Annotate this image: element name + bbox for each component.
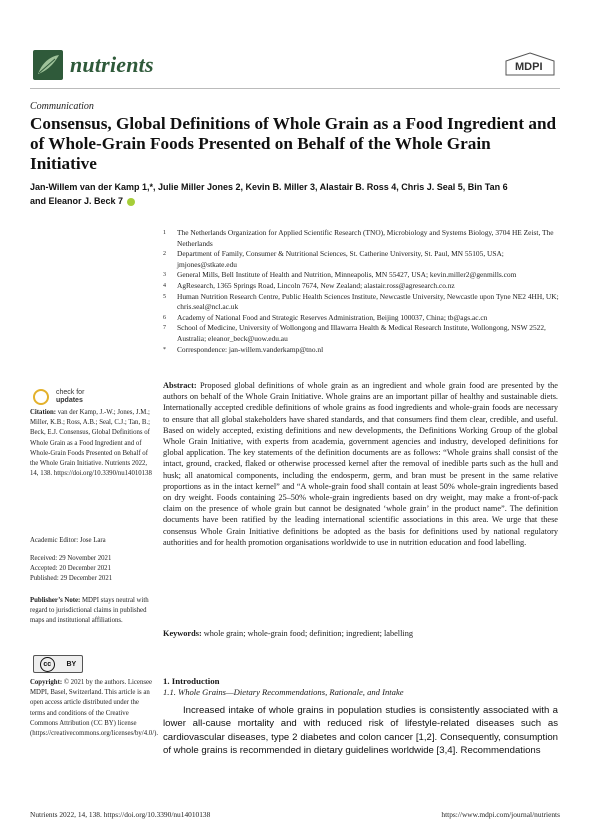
- affiliation-number: 6: [163, 314, 166, 321]
- publisher-name: MDPI: [515, 61, 543, 73]
- dates: [30, 554, 155, 585]
- section-introduction: [163, 676, 558, 698]
- affiliations: [163, 228, 563, 355]
- keywords: [163, 628, 558, 639]
- affiliation-number: 2: [163, 251, 166, 258]
- journal-name: nutrients: [70, 52, 154, 77]
- publisher-note-label: Publisher’s Note:: [30, 597, 81, 604]
- cc-by-license-badge[interactable]: [33, 655, 83, 673]
- affiliation-item: [163, 345, 563, 356]
- keywords-label: Keywords:: [163, 629, 202, 638]
- affiliation-item: [163, 249, 563, 270]
- affiliation-item: [163, 270, 563, 281]
- affiliation-text: School of Medicine, University of Wollongong and Illawarra Health & Medical Research Institute, Wollongong, NSW 2522, Australia; eleanor_beck@uow.edu.au: [177, 323, 546, 343]
- abstract: [163, 380, 558, 548]
- affiliation-item: [163, 323, 563, 344]
- header-divider: [30, 88, 560, 89]
- copyright-text: © 2021 by the authors. Licensee MDPI, Basel, Switzerland. This article is an open access article distributed under the terms and conditions of the Creative Commons Attribution (CC BY) license (https://creativecommons.org/licenses/by/4.0/).: [30, 679, 159, 738]
- intro-heading: 1. Introduction: [163, 676, 220, 686]
- mdpi-logo: [505, 52, 555, 76]
- authors-line-1: Jan-Willem van der Kamp 1,*, Julie Miller Jones 2, Kevin B. Miller 3, Alastair B. Ross 4, Chris J. Seal 5, Bin Tan 6: [30, 182, 508, 192]
- affiliation-item: [163, 281, 563, 292]
- check-for-updates-badge[interactable]: [33, 388, 84, 406]
- affiliation-text: AgResearch, 1365 Springs Road, Lincoln 7674, New Zealand; alastair.ross@agresearch.co.nz: [177, 280, 455, 290]
- affiliation-text: Academy of National Food and Strategic Reserves Administration, Beijing 100037, China; tb@ags.ac.cn: [177, 312, 488, 322]
- affiliation-text: Human Nutrition Research Centre, Public Health Sciences Institute, Newcastle University, Newcastle upon Tyne NE2 4HH, UK; chris.seal@ncl.ac.uk: [177, 291, 559, 312]
- by-icon: BY: [66, 660, 77, 668]
- accepted-date: Accepted: 20 December 2021: [30, 565, 111, 573]
- intro-subheading: 1.1. Whole Grains—Dietary Recommendations, Rationale, and Intake: [163, 687, 404, 698]
- cc-icon: cc: [40, 657, 55, 672]
- copyright-label: Copyright:: [30, 679, 63, 686]
- affiliation-number: 3: [163, 272, 166, 279]
- affiliation-item: [163, 292, 563, 313]
- check-updates-line2: updates: [56, 397, 83, 405]
- publisher-note-text: MDPI stays neutral with regard to jurisdictional claims in published maps and institutional affiliations.: [30, 597, 149, 625]
- affiliation-item: [163, 228, 563, 249]
- footer-journal-url[interactable]: https://www.mdpi.com/journal/nutrients: [441, 810, 560, 819]
- journal-logo-icon: [33, 50, 63, 80]
- affiliation-number: 4: [163, 282, 166, 289]
- footer-citation[interactable]: Nutrients 2022, 14, 138. https://doi.org/10.3390/nu14010138: [30, 810, 211, 819]
- intro-paragraph: Increased intake of whole grains in population studies is consistently associated with a lower all-cause mortality and with reduced risk of lifestyle-related diseases such as cardiovascular diseases, type 2 diabetes and colon cancer [1,2]. Consequently, consumption of whole grains is recommended in dietary guidelines worldwide [3,4]. Recommendations: [163, 705, 558, 757]
- abstract-text: Proposed global definitions of whole grain as an ingredient and whole grain food are presented by the authors on behalf of the Whole Grain Initiative. Whole grains are an important pillar of healthy and sustainable diets. Internationally accepted credible definitions of whole grains as food ingredients and whole-grain foods are necessary to ensure that all global stakeholders have shared standards, and that consumers find them clear, credible, and useful. Based on widely accepted, existing definitions and new developments, the Definitions Working Group of the global Whole Grain Initiative, with experts from academia, government agencies and industry, developed definitions for global application. The key statements of the definition documents are as follows: “Whole grains shall consist of the intact, ground, cracked, flaked or otherwise processed kernel after the removal of inedible parts such as the hull and husk; all anatomical components, including the endosperm, germ, and bran must be present in the same relative proportions as in the intact kernel” and “A whole-grain food shall contain at least 50% whole-grain ingredients based on dry weight. Foods containing 25–50% whole-grain ingredients based on dry weight, may make a front-of-pack claim on the presence of whole grain but cannot be designated ‘whole grain’ in the product name”. The definition documents have been ratified by the leading international scientific associations in this area. We urge that these consensus Whole Grain Initiative definitions be adopted as the basis for definitions used by national regulatory authorities and for health promotion organisations worldwide to use in nutrition education and food labelling.: [163, 381, 558, 547]
- abstract-label: Abstract:: [163, 381, 197, 390]
- orcid-icon[interactable]: [127, 198, 135, 206]
- check-updates-icon: [33, 389, 49, 405]
- copyright-block: [30, 678, 159, 739]
- affiliation-item: [163, 313, 563, 324]
- citation-label: Citation:: [30, 409, 57, 416]
- affiliation-number: 7: [163, 325, 166, 332]
- affiliation-number: *: [163, 346, 166, 353]
- citation-block: [30, 408, 155, 479]
- citation-text: van der Kamp, J.-W.; Jones, J.M.; Miller, K.B.; Ross, A.B.; Seal, C.J.; Tan, B.; Beck, E.J. Consensus, Global Definitions of Whole Grain as a Food Ingredient and of Whole-Grain Foods Presented on Behalf of the Whole Grain Initiative. Nutrients 2022, 14, 138. https://doi.org/10.3390/nu14010138: [30, 409, 152, 478]
- article-title: Consensus, Global Definitions of Whole Grain as a Food Ingredient and of Whole-Grain Foods Presented on Behalf of the Whole Grain Initiative: [30, 114, 557, 173]
- author-list: [30, 180, 570, 208]
- affiliation-text: General Mills, Bell Institute of Health and Nutrition, Minneapolis, MN 55427, USA; kevin.miller2@genmills.com: [177, 270, 517, 280]
- received-date: Received: 29 November 2021: [30, 555, 112, 562]
- authors-line-2: and Eleanor J. Beck 7: [30, 196, 124, 206]
- affiliation-number: 5: [163, 293, 166, 300]
- academic-editor: Academic Editor: Jose Lara: [30, 537, 106, 544]
- publisher-note: [30, 596, 155, 627]
- affiliation-number: 1: [163, 230, 166, 236]
- affiliation-text: Correspondence: jan-willem.vanderkamp@tno.nl: [177, 344, 324, 354]
- check-updates-line1: check for: [56, 389, 85, 397]
- affiliation-text: Department of Family, Consumer & Nutritional Sciences, St. Catherine University, St. Paul, MN 55105, USA; jmjones@stkate.edu: [177, 249, 504, 269]
- published-date: Published: 29 December 2021: [30, 575, 113, 583]
- affiliation-text: The Netherlands Organization for Applied Scientific Research (TNO), Microbiology and Systems Biology, 3704 HE Zeist, The Netherlands: [177, 228, 554, 248]
- keywords-text: whole grain; whole-grain food; definition; ingredient; labelling: [203, 629, 414, 638]
- article-type: Communication: [30, 101, 94, 112]
